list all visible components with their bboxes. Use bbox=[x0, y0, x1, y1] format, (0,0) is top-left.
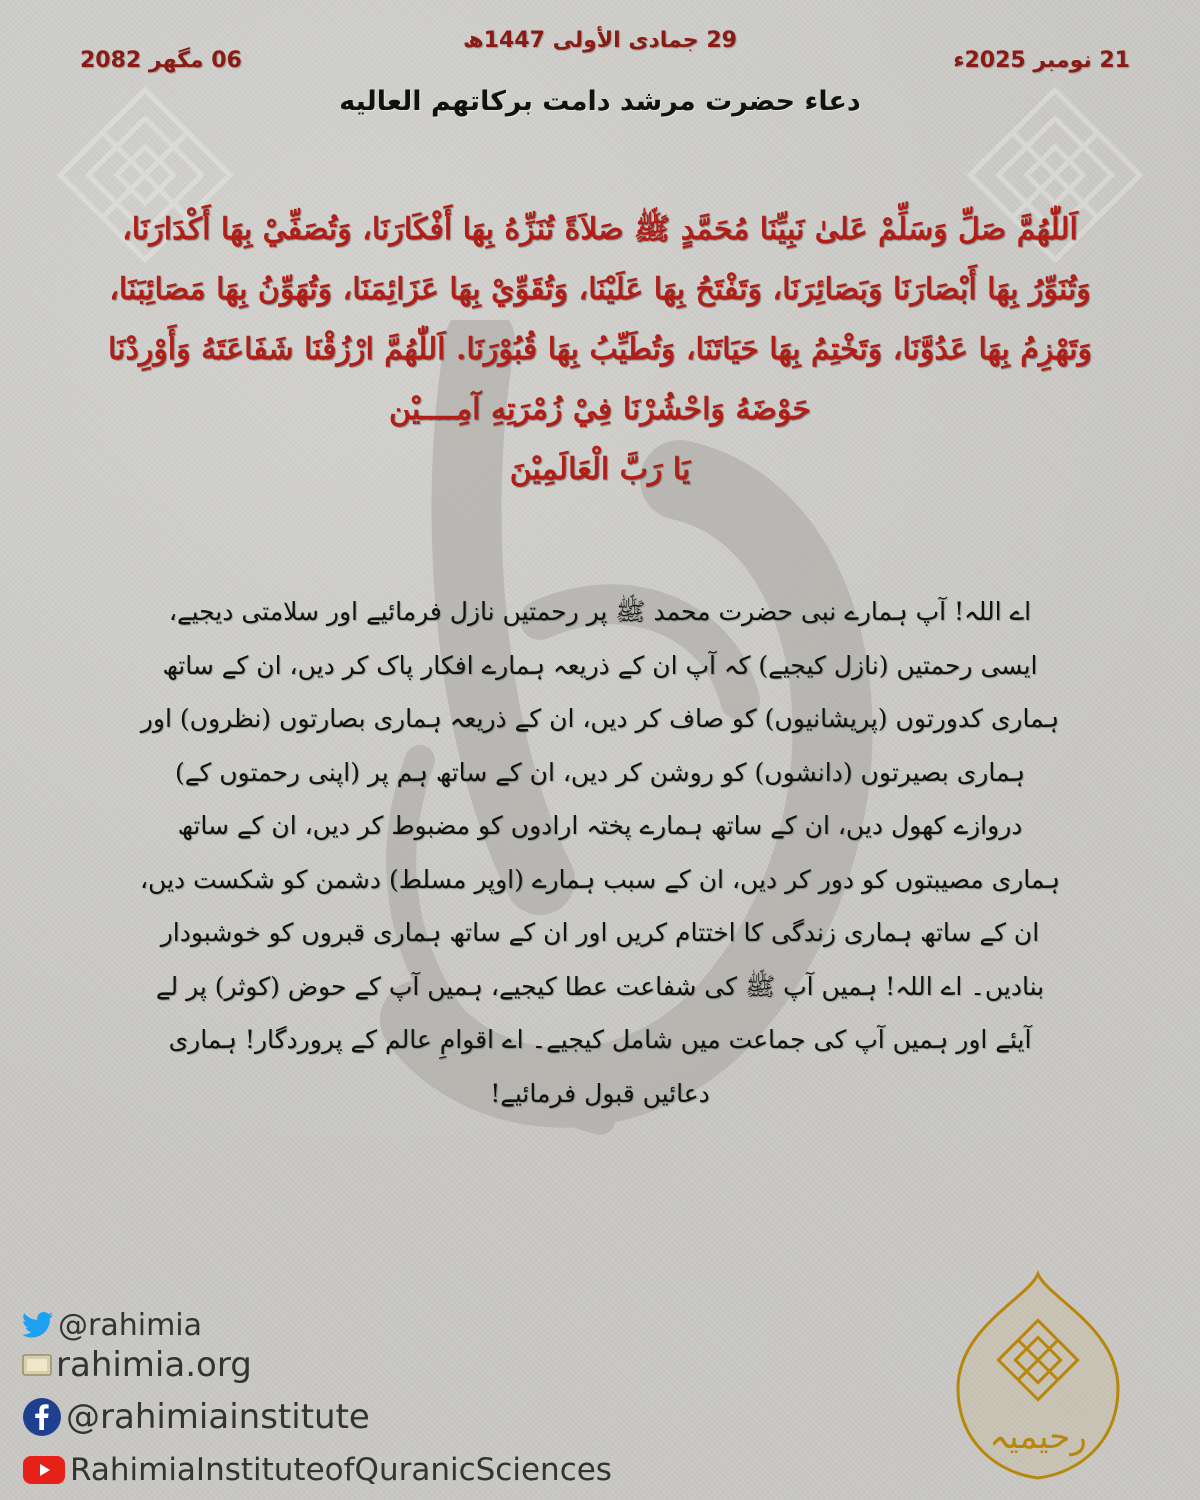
twitter-icon bbox=[22, 1312, 54, 1340]
arabic-dua-closing: يَا رَبَّ الْعَالَمِيْنَ bbox=[509, 452, 691, 487]
youtube-channel[interactable] bbox=[22, 1452, 612, 1488]
rahimia-logo bbox=[918, 1268, 1158, 1488]
twitter-handle[interactable] bbox=[22, 1308, 202, 1343]
youtube-icon bbox=[22, 1454, 66, 1486]
twitter-label: @rahimia bbox=[58, 1308, 203, 1343]
gregorian-date: 21 نومبر 2025ء bbox=[953, 48, 1130, 73]
facebook-icon bbox=[22, 1397, 62, 1437]
youtube-label: RahimiaInstituteofQuranicSciences bbox=[70, 1452, 612, 1488]
web-icon bbox=[22, 1352, 52, 1378]
urdu-translation: اے اللہ! آپ ہمارے نبی حضرت محمد ﷺ پر رحمتیں نازل فرمائیے اور سلامتی دیجیے، ایسی رحمتیں (نازل کیجیے) کہ آپ ان کے ذریعہ ہمارے افکار پاک کر دیں، ان کے ساتھ ہماری کدورتوں (پریشانیوں) کو صاف کر دیں، ان کے ذریعہ ہماری بصارتوں (نظروں) اور ہماری بصیرتوں (دانشوں) کو روشن کر دیں، ان کے ساتھ ہم پر (اپنی رحمتوں کے) دروازے کھول دیں، ان کے ساتھ ہمارے پختہ ارادوں کو مضبوط کر دیں، ان کے ساتھ ہماری مصیبتوں کو دور کر دیں، ان کے سبب ہمارے (اوپر مسلط) دشمن کو شکست دیں، ان کے ساتھ ہماری زندگی کا اختتام کریں اور ان کے ساتھ ہماری قبروں کو خوشبودار بنادیں۔ اے اللہ! ہمیں آپ ﷺ کی شفاعت عطا کیجیے، ہمیں آپ کے حوض (کوثر) پر لے آیئے اور ہمیں آپ کی جماعت میں شامل کیجیے۔ اے اقوامِ عالم کے پروردگار! ہماری دعائیں قبول فرمائیے! bbox=[139, 597, 1060, 1108]
website-link[interactable] bbox=[22, 1345, 252, 1385]
website-label: rahimia.org bbox=[56, 1345, 252, 1385]
facebook-handle[interactable] bbox=[22, 1397, 370, 1437]
hijri-date: 29 جمادی الأولى 1447ھ bbox=[463, 28, 737, 53]
svg-text:رحیمیہ: رحیمیہ bbox=[989, 1417, 1087, 1457]
arabic-dua bbox=[90, 200, 1110, 500]
facebook-label: @rahimiainstitute bbox=[66, 1397, 370, 1437]
bikrami-date: 06 مگھر 2082 bbox=[80, 48, 242, 73]
page-title: دعاء حضرت مرشد دامت برکاتهم العالیه bbox=[339, 86, 861, 117]
arabic-dua-body: اَللّٰهُمَّ صَلِّ وَسَلِّمْ عَلىٰ نَبِيِّنَا مُحَمَّدٍ ﷺ صَلاَةً تُنَزِّهُ بِهَا أَفْكَارَنَا، وَتُصَفِّيْ بِهَا أَكْدَارَنَا، وَتُنَوِّرُ بِهَا أَبْصَارَنَا وَبَصَائِرَنَا، وَتَفْتَحُ بِهَا عَلَيْنَا، وَتُقَوِّيْ بِهَا عَزَائِمَنَا، وَتُهَوِّنُ بِهَا مَصَائِبَنَا، وَتَهْزِمُ بِهَا عَدُوَّنَا، وَتَخْتِمُ بِهَا حَيَاتَنَا، وَتُطَيِّبُ بِهَا قُبُوْرَنَا. اَللّٰهُمَّ ارْزُقْنَا شَفَاعَتَهُ وَأَوْرِدْنَا حَوْضَهُ وَاحْشُرْنَا فِيْ زُمْرَتِهِ آمِــــيْن bbox=[107, 212, 1093, 427]
